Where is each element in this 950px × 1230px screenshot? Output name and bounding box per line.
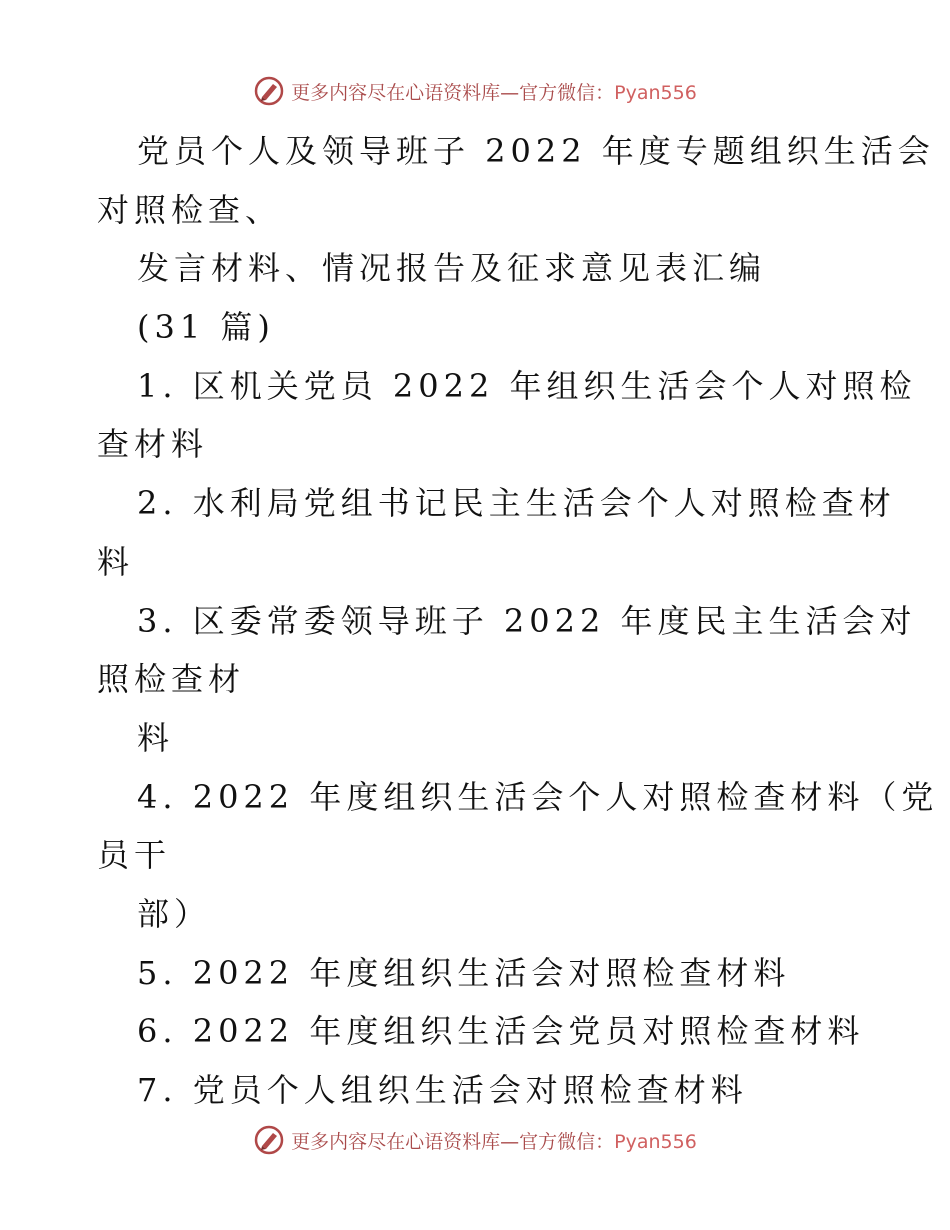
footer-watermark bbox=[0, 1125, 950, 1155]
document-line: 员干 bbox=[97, 836, 172, 875]
document-line: 5. 2022 年度组织生活会对照检查材料 bbox=[137, 953, 791, 992]
pen-logo-icon bbox=[253, 1124, 285, 1156]
document-line: 发言材料、情况报告及征求意见表汇编 bbox=[137, 249, 767, 288]
document-line: 3. 区委常委领导班子 2022 年度民主生活会对 bbox=[137, 601, 917, 640]
watermark-text: 更多内容尽在心语资料库—官方微信：Pyan556 bbox=[291, 81, 697, 104]
document-body bbox=[97, 122, 939, 1120]
document-line: 料 bbox=[97, 542, 135, 581]
document-line: 1. 区机关党员 2022 年组织生活会个人对照检 bbox=[137, 366, 917, 405]
document-line: 党员个人及领导班子 2022 年度专题组织生活会 bbox=[137, 132, 935, 170]
pen-logo-icon bbox=[253, 75, 285, 107]
document-line: 对照检查、 bbox=[97, 190, 283, 229]
document-line: 7. 党员个人组织生活会对照检查材料 bbox=[137, 1071, 748, 1109]
document-line: 2. 水利局党组书记民主生活会个人对照检查材 bbox=[137, 484, 896, 523]
watermark-text: 更多内容尽在心语资料库—官方微信：Pyan556 bbox=[291, 1130, 697, 1153]
document-line: 6. 2022 年度组织生活会党员对照检查材料 bbox=[137, 1012, 865, 1051]
document-line: 照检查材 bbox=[97, 660, 246, 699]
document-line: 部） bbox=[137, 894, 212, 933]
header-watermark bbox=[0, 76, 950, 106]
document-line: 查材料 bbox=[97, 425, 209, 464]
document-line: 4. 2022 年度组织生活会个人对照检查材料（党 bbox=[137, 777, 939, 816]
document-line: 料 bbox=[137, 718, 175, 757]
document-line: (31 篇) bbox=[137, 308, 275, 347]
